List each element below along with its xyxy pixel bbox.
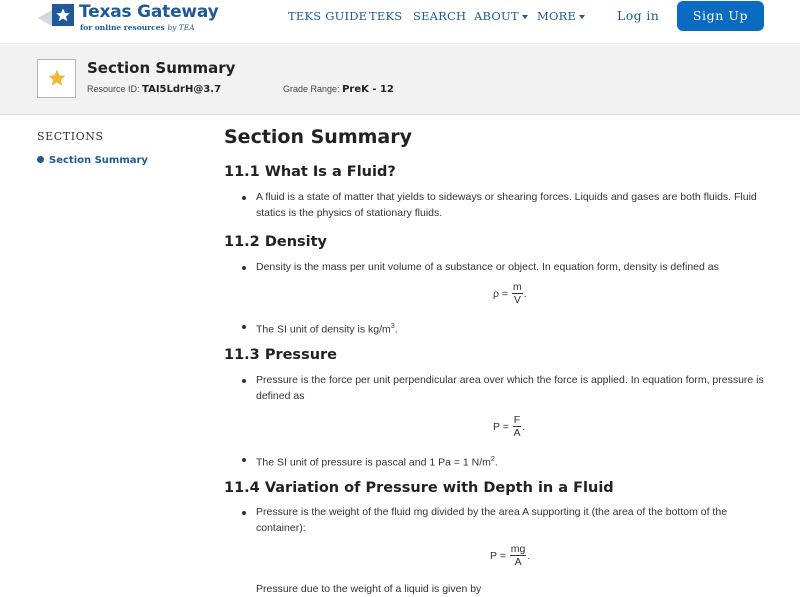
list-item	[256, 319, 771, 338]
superscript: 2	[490, 456, 495, 463]
grade-range-value: PreK - 12	[342, 84, 394, 95]
resource-thumbnail	[37, 59, 76, 98]
denominator: A	[513, 427, 521, 439]
fraction	[510, 544, 527, 568]
brand-subtitle-by: by TEA	[167, 23, 195, 32]
resource-header	[0, 45, 800, 115]
brand-title: Texas Gateway	[79, 2, 219, 22]
list-item: Density is the mass per unit volume of a substance or object. In equation form, density is defined as	[256, 260, 771, 276]
nav-more-label: MORE	[537, 9, 577, 23]
page-title: Section Summary	[224, 126, 413, 148]
resource-title: Section Summary	[87, 59, 236, 77]
chevron-down-icon	[522, 15, 528, 19]
nav-about-label: ABOUT	[474, 9, 519, 23]
chevron-down-icon	[579, 15, 585, 19]
list-item: Pressure is the weight of the fluid mg divided by the area A supporting it (the area of the bottom of the container):	[256, 505, 771, 536]
formula-lhs: P =	[493, 420, 509, 433]
fraction	[512, 282, 523, 306]
section-heading-11-1: 11.1 What Is a Fluid?	[224, 164, 396, 180]
nav-search[interactable]: SEARCH	[413, 9, 467, 23]
section-heading-11-2: 11.2 Density	[224, 234, 328, 250]
resource-id	[87, 84, 221, 95]
star-icon	[52, 4, 74, 26]
logo-banner-shape	[38, 10, 52, 26]
denominator: V	[513, 294, 521, 306]
formula-end: .	[527, 549, 531, 562]
nav-about[interactable]	[474, 9, 528, 23]
nav-more[interactable]	[537, 9, 585, 23]
nav-teks-guide[interactable]: TEKS GUIDE	[288, 9, 368, 23]
pressure-formula	[493, 415, 525, 439]
formula-lhs: P =	[490, 549, 506, 562]
formula-end: .	[522, 420, 526, 433]
grade-range-label: Grade Range:	[283, 84, 340, 94]
list-item: Pressure is the force per unit perpendicular area over which the force is applied. In equation form, pressure is defined as	[256, 373, 771, 404]
sidebar-item-section-summary[interactable]	[37, 155, 148, 166]
list-item	[256, 452, 771, 471]
section-heading-11-3: 11.3 Pressure	[224, 347, 338, 363]
list-item-partial: Pressure due to the weight of a liquid is given by	[256, 583, 482, 595]
text-end: .	[394, 323, 398, 336]
resource-id-label: Resource ID:	[87, 84, 140, 94]
nav-teks[interactable]: TEKS	[369, 9, 403, 23]
density-formula	[493, 282, 527, 306]
section-heading-11-4: 11.4 Variation of Pressure with Depth in a Fluid	[224, 480, 614, 496]
superscript: 3	[390, 323, 395, 330]
si-density-text: The SI unit of density is kg/m	[256, 323, 391, 336]
signup-button[interactable]: Sign Up	[677, 1, 764, 31]
numerator: F	[513, 414, 521, 426]
text-end: .	[494, 456, 498, 469]
sidebar-item-label: Section Summary	[49, 155, 148, 166]
top-nav	[0, 0, 800, 44]
numerator: m	[512, 281, 522, 293]
star-icon	[47, 68, 67, 88]
sections-heading: SECTIONS	[37, 130, 104, 143]
denominator: A	[514, 556, 522, 568]
si-pressure-text: The SI unit of pressure is pascal and 1 Pa = 1 N/m	[256, 456, 491, 469]
formula-end: .	[523, 287, 527, 300]
grade-range	[283, 84, 394, 95]
login-link[interactable]: Log in	[617, 8, 660, 23]
fraction	[513, 415, 521, 439]
numerator: mg	[510, 543, 526, 555]
list-item: A fluid is a state of matter that yields to sideways or shearing forces. Liquids and gases are both fluids. Fluid statics is the physics of stationary fluids.	[256, 190, 771, 221]
formula-lhs: ρ =	[493, 287, 509, 300]
resource-id-value: TAI5LdrH@3.7	[142, 84, 222, 95]
pressure-depth-formula	[490, 544, 530, 568]
brand-subtitle	[80, 23, 195, 32]
bullet-dot-icon	[37, 156, 44, 163]
brand-subtitle-main: for online resources	[80, 23, 165, 32]
